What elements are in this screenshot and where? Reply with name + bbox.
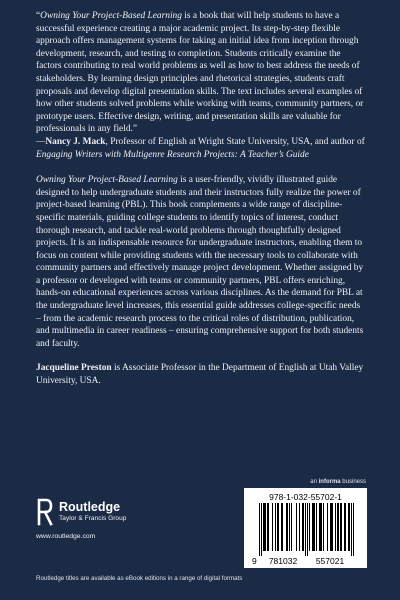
barcode-bar — [272, 503, 273, 551]
routledge-logo — [36, 498, 186, 526]
barcode-digits: 781032 — [268, 556, 298, 565]
isbn-number: 978-1-032-55702-1 — [269, 492, 342, 502]
barcode-bar — [277, 503, 278, 551]
barcode-bar — [319, 503, 320, 551]
barcode-bar — [281, 503, 282, 551]
barcode-bar — [330, 503, 331, 551]
open-quote-mark: “ — [36, 11, 41, 21]
barcode-bar — [307, 503, 308, 556]
isbn-barcode — [244, 488, 367, 568]
barcode-digits: 9 — [252, 556, 257, 565]
informa-prefix: an — [310, 479, 319, 485]
barcode-bar — [265, 503, 266, 551]
barcode-bar — [338, 503, 339, 551]
endorsement-body: is a book that will help students to have a successful experience creating a major academic project. Its step-by-step flexible approach offers management systems for taking an initial idea from inception through development, research, and testing to completion. Students critically examine the factors contributing to real world problems as well as how to best address the needs of stakeholders. By learning design principles and rhetorical strategies, students craft proposals and develop digital presentation skills. The text includes several examples of how other students solved problems while working with teams, community partners, or prototype users. Effective design, writing, and presentation skills are valuable for professionals in any field.” — [36, 11, 364, 135]
barcode-bar — [349, 503, 350, 551]
barcode-bar — [327, 503, 328, 551]
barcode-bar — [348, 503, 349, 551]
informa-brand: informa — [318, 479, 341, 485]
barcode-bar — [316, 503, 317, 551]
barcode-bar — [268, 503, 269, 551]
author-name: Jacqueline Preston — [36, 363, 112, 374]
barcode-bar — [287, 503, 288, 551]
barcode-bar — [303, 503, 304, 551]
barcode-bar — [335, 503, 336, 551]
barcode-bar — [302, 503, 303, 551]
barcode-bar — [320, 503, 321, 551]
barcode-bar — [321, 503, 322, 551]
book-description — [36, 174, 366, 350]
ebook-note: Routledge titles are available as eBook editions in a range of digital formats — [36, 575, 243, 582]
barcode-bar — [264, 503, 265, 551]
endorser-name: Nancy J. Mack — [45, 136, 106, 147]
publisher-url[interactable]: www.routledge.com — [36, 533, 96, 540]
routledge-logo-icon — [36, 498, 54, 526]
barcode-bar — [286, 503, 287, 551]
barcode-bar — [353, 503, 354, 556]
back-cover-text — [36, 10, 366, 388]
barcode-bar — [291, 503, 292, 551]
description-body: is a user-friendly, vividly illustrated guide designed to help undergraduate students and their instructors fully realize the power of project-based learning (PBL). This book complements a wide range of discipline-specific materials, guiding college students to identify topics of interest, conduct thorough research, and tackle real-world problems through thoughtfully designed projects. It is an indispensable resource for undergraduate instructors, enabling them to focus on content while providing students with the necessary tools to collaborate with community partners and effectively manage project development. Whether assigned by a professor or developed with teams or community partners, PBL offers enriching, hands-on educational experiences across various disciplines. As the demand for PBL at the undergraduate level increases, this essential guide addresses college-specific needs – from the academic research process to the critical roles of distribution, publication, and multimedia in career readiness – ensuring comprehensive support for both students and faculty. — [36, 175, 364, 349]
endorsement-attribution — [36, 136, 366, 161]
attribution-dash: — — [36, 136, 46, 147]
publisher-block — [36, 498, 186, 540]
barcode-bar — [312, 503, 313, 551]
publisher-group: Taylor & Francis Group — [59, 515, 127, 522]
barcode-bar — [332, 503, 333, 551]
informa-business-tag — [310, 479, 366, 485]
barcode-bar — [259, 503, 260, 556]
barcode-bar — [267, 503, 268, 551]
barcode-bar — [314, 503, 315, 551]
informa-suffix: business — [340, 479, 366, 485]
barcode-bar — [275, 503, 276, 551]
barcode-bar — [263, 503, 264, 551]
barcode-bar — [296, 503, 297, 551]
barcode-bar — [340, 503, 341, 551]
barcode-bar — [299, 503, 300, 551]
barcode-bar — [282, 503, 283, 551]
publisher-name: Routledge — [59, 500, 121, 514]
barcode-bar — [309, 503, 310, 551]
barcode-bar — [331, 503, 332, 551]
barcode-bar — [313, 503, 314, 551]
endorsement-book-title: Owning Your Project-Based Learning — [40, 11, 182, 21]
barcode-bar — [278, 503, 279, 551]
endorsement-quote — [36, 10, 366, 136]
barcode-bar — [305, 503, 306, 556]
barcode-bar — [351, 503, 352, 556]
endorser-book-title: Engaging Writers with Multigenre Research Projects: A Teacher’s Guide — [36, 149, 309, 160]
author-bio-text: is Associate Professor in the Department of English at Utah Valley University, USA. — [36, 363, 364, 387]
barcode-graphic — [250, 503, 361, 565]
barcode-bar — [344, 503, 345, 551]
barcode-bar — [337, 503, 338, 551]
barcode-bar — [261, 503, 262, 556]
barcode-bar — [345, 503, 346, 551]
endorser-affiliation: , Professor of English at Wright State University, USA, and author of — [105, 136, 365, 147]
description-book-title: Owning Your Project-Based Learning — [36, 175, 178, 186]
barcode-digits: 557021 — [315, 556, 345, 565]
barcode-bar — [289, 503, 290, 551]
barcode-bar — [341, 503, 342, 551]
barcode-bar — [323, 503, 324, 551]
author-bio — [36, 362, 366, 387]
